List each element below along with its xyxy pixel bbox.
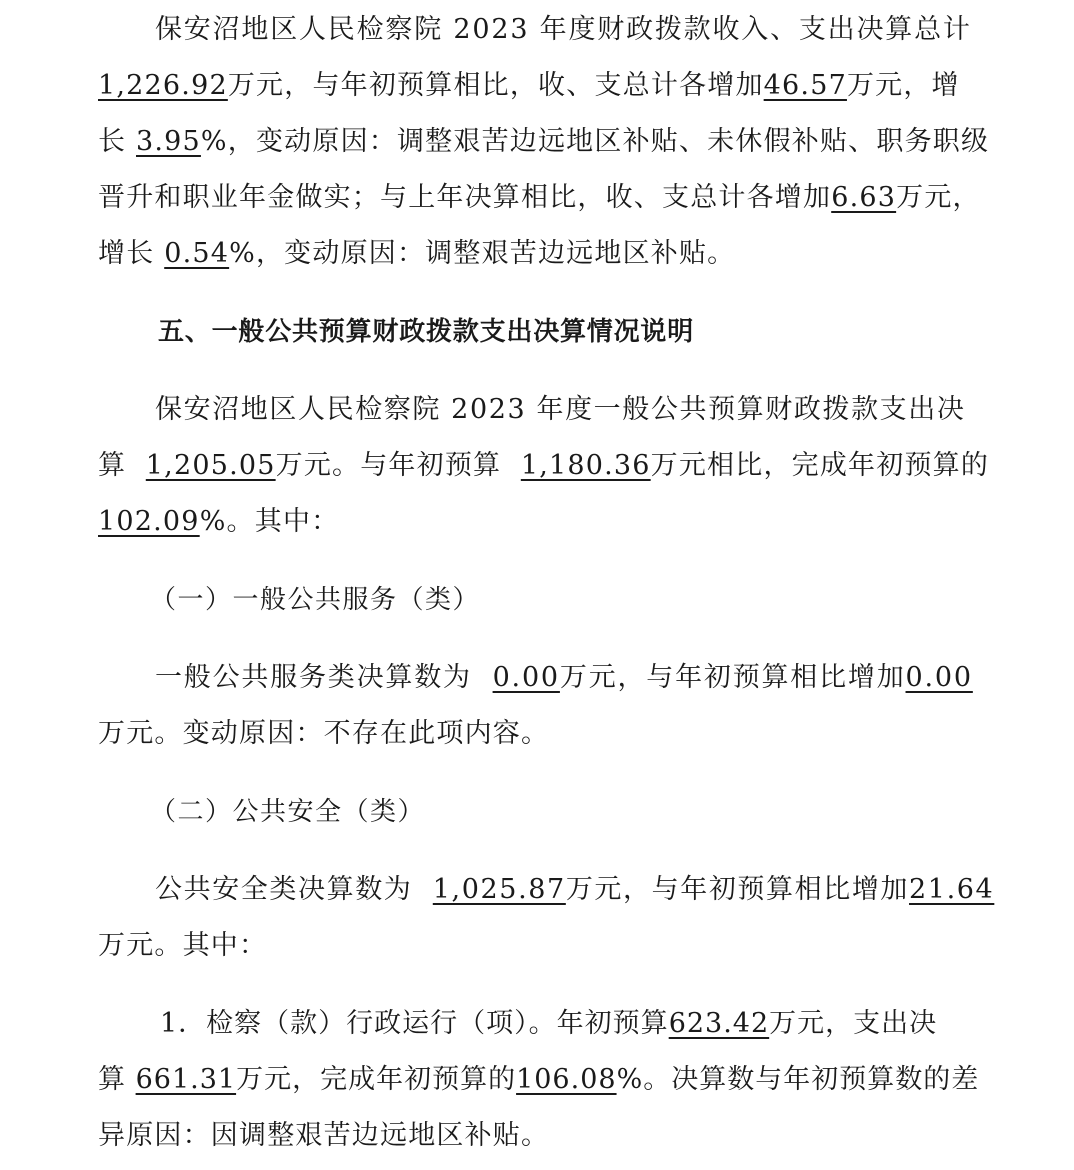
- item1-text: 异原因：因调整艰苦边远地区补贴。: [98, 1120, 550, 1151]
- section5-text: 保安沼地区人民检察院 2023 年度一般公共预算财政拨款支出决: [155, 394, 966, 425]
- item1-text: 算: [98, 1064, 126, 1095]
- category-heading-text: （一）一般公共服务（类）: [150, 585, 481, 615]
- category2-text: 万元，与年初预算相比增加: [565, 874, 910, 905]
- increase-vs-budget: 46.57: [763, 70, 847, 101]
- intro-text: 万元，与年初预算相比，收、支总计各增加: [227, 70, 764, 101]
- item1-final-amount: 661.31: [135, 1064, 237, 1095]
- intro-text: 增长: [98, 238, 155, 269]
- intro-text: %，变动原因：调整艰苦边远地区补贴、未休假补贴、职务职级: [200, 126, 990, 157]
- intro-line-4: [0, 178, 1074, 218]
- category2-final-amount: 1,025.87: [432, 874, 566, 905]
- growth-vs-last-year: 0.54: [164, 238, 230, 269]
- item1-initial-budget: 623.42: [668, 1008, 770, 1039]
- growth-vs-budget: 3.95: [136, 126, 201, 157]
- final-amount: 1,205.05: [145, 450, 276, 481]
- category2-line-2: [0, 926, 1074, 966]
- intro-text: 长: [98, 126, 127, 157]
- total-amount: 1,226.92: [98, 70, 228, 101]
- category2-line-1: [0, 870, 1074, 910]
- intro-line-1: [0, 10, 1074, 50]
- item1-text: 1．检察（款）行政运行（项）。年初预算: [160, 1008, 669, 1039]
- intro-text: 保安沼地区人民检察院 2023 年度财政拨款收入、支出决算总计: [155, 14, 972, 45]
- item1-text: 万元，完成年初预算的: [236, 1064, 517, 1095]
- intro-text: 晋升和职业年金做实；与上年决算相比，收、支总计各增加: [98, 182, 832, 213]
- category2-text: 公共安全类决算数为: [155, 874, 413, 905]
- category-heading-1: [0, 580, 1074, 620]
- section-heading: [0, 312, 1074, 352]
- category1-increase: 0.00: [905, 662, 973, 693]
- item1-completion-rate: 106.08: [516, 1064, 617, 1095]
- item1-line-2: [0, 1060, 1074, 1100]
- section5-line-1: [0, 390, 1074, 430]
- section5-text: 算: [98, 450, 127, 481]
- intro-line-5: [0, 234, 1074, 274]
- intro-line-2: [0, 66, 1074, 106]
- section5-line-3: [0, 502, 1074, 542]
- item1-line-3: [0, 1116, 1074, 1156]
- item1-text: %。决算数与年初预算数的差: [616, 1064, 980, 1095]
- section5-line-2: [0, 446, 1074, 486]
- item1-line-1: [0, 1004, 1074, 1044]
- intro-text: 万元，增: [846, 70, 960, 101]
- category1-line-1: [0, 658, 1074, 698]
- item1-text: 万元，支出决: [769, 1008, 938, 1039]
- intro-line-3: [0, 122, 1074, 162]
- category1-final-amount: 0.00: [492, 662, 560, 693]
- category2-increase: 21.64: [909, 874, 995, 905]
- category-heading-2: [0, 792, 1074, 832]
- section5-text: %。其中：: [199, 506, 340, 537]
- section5-text: 万元。与年初预算: [275, 450, 502, 481]
- intro-text: %，变动原因：调整艰苦边远地区补贴。: [229, 238, 736, 269]
- category1-text: 万元，与年初预算相比增加: [559, 662, 906, 693]
- section5-text: 万元相比，完成年初预算的: [650, 450, 990, 481]
- intro-text: 万元，: [896, 182, 981, 213]
- category1-text: 万元。变动原因：不存在此项内容。: [98, 718, 550, 749]
- category2-text: 万元。其中：: [98, 930, 268, 961]
- category1-text: 一般公共服务类决算数为: [155, 662, 472, 693]
- category-heading-text: （二）公共安全（类）: [150, 797, 426, 827]
- category1-line-2: [0, 714, 1074, 754]
- section-heading-text: 五、一般公共预算财政拨款支出决算情况说明: [158, 317, 695, 347]
- completion-rate: 102.09: [98, 506, 200, 537]
- initial-budget: 1,180.36: [520, 450, 651, 481]
- increase-vs-last-year: 6.63: [831, 182, 897, 213]
